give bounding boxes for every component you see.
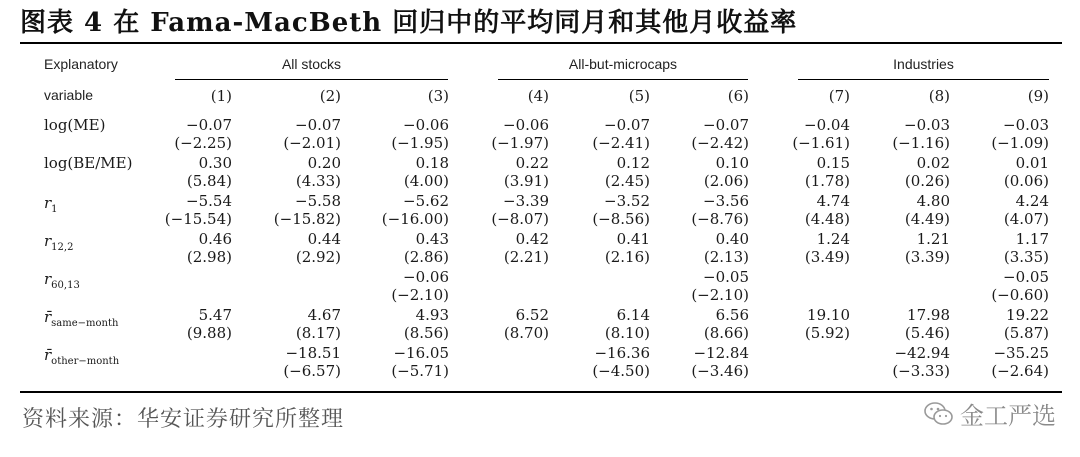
row-label [44, 232, 73, 253]
t-stat-cell: (9.88) [186, 324, 232, 342]
coefficient-cell: 0.41 [616, 230, 650, 248]
t-stat-cell: (2.86) [403, 248, 449, 266]
row-label-main: r [44, 194, 52, 212]
coefficient-cell: 6.56 [715, 306, 749, 324]
coefficient-cell: 4.67 [307, 306, 341, 324]
t-stat-cell: (−15.82) [273, 210, 341, 228]
coefficient-cell: 0.40 [715, 230, 749, 248]
t-stat-cell: (3.35) [1003, 248, 1049, 266]
coefficient-cell: −3.52 [604, 192, 650, 210]
brand-watermark [924, 396, 1056, 431]
t-stat-cell: (−1.95) [391, 134, 449, 152]
coefficient-cell: −16.05 [393, 344, 449, 362]
coefficient-cell: 0.10 [715, 154, 749, 172]
row-label-subscript: 1 [51, 204, 58, 215]
source-note: 资料来源：华安证券研究所整理 [22, 407, 345, 432]
figure-title: 图表 4 在 Fama-MacBeth 回归中的平均同月和其他月收益率 [20, 8, 798, 38]
t-stat-cell: (2.06) [703, 172, 749, 190]
coefficient-cell: −0.05 [703, 268, 749, 286]
coefficient-cell: −0.07 [186, 116, 232, 134]
t-stat-cell: (−2.42) [691, 134, 749, 152]
t-stat-cell: (−1.97) [491, 134, 549, 152]
t-stat-cell: (−8.76) [691, 210, 749, 228]
t-stat-cell: (5.87) [1003, 324, 1049, 342]
t-stat-cell: (8.66) [703, 324, 749, 342]
t-stat-cell: (−0.60) [991, 286, 1049, 304]
column-number: (7) [828, 87, 850, 105]
coefficient-cell: −0.03 [1003, 116, 1049, 134]
coefficient-cell: 0.22 [515, 154, 549, 172]
row-label-main: log(BE/ME) [44, 154, 133, 172]
coefficient-cell: −0.06 [403, 116, 449, 134]
column-number: (5) [628, 87, 650, 105]
t-stat-cell: (3.91) [503, 172, 549, 190]
coefficient-cell: −0.03 [904, 116, 950, 134]
t-stat-cell: (4.33) [295, 172, 341, 190]
t-stat-cell: (4.48) [804, 210, 850, 228]
t-stat-cell: (1.78) [804, 172, 850, 190]
row-label-subscript: 12,2 [51, 242, 74, 253]
t-stat-cell: (4.07) [1003, 210, 1049, 228]
row-label [44, 194, 58, 215]
coefficient-cell: −0.07 [703, 116, 749, 134]
coefficient-cell: −5.54 [186, 192, 232, 210]
column-number: (1) [210, 87, 232, 105]
coefficient-cell: −3.39 [503, 192, 549, 210]
group-underline [175, 79, 448, 80]
row-label [44, 116, 105, 134]
t-stat-cell: (5.92) [804, 324, 850, 342]
coefficient-cell: 0.43 [415, 230, 449, 248]
column-number: (4) [527, 87, 549, 105]
t-stat-cell: (−2.01) [283, 134, 341, 152]
row-label-subscript: other−month [51, 356, 120, 367]
coefficient-cell: −0.04 [804, 116, 850, 134]
header-variable: variable [44, 87, 94, 103]
coefficient-cell: 0.42 [515, 230, 549, 248]
coefficient-cell: −42.94 [894, 344, 950, 362]
group-label: All stocks [281, 56, 342, 72]
coefficient-cell: 19.10 [807, 306, 850, 324]
group-underline [798, 79, 1049, 80]
row-label-subscript: same−month [51, 318, 119, 329]
coefficient-cell: 1.24 [816, 230, 850, 248]
coefficient-cell: 6.52 [515, 306, 549, 324]
bottom-rule [20, 391, 1062, 393]
t-stat-cell: (4.00) [403, 172, 449, 190]
column-number: (2) [319, 87, 341, 105]
coefficient-cell: 5.47 [198, 306, 232, 324]
coefficient-cell: 0.02 [916, 154, 950, 172]
coefficient-cell: 0.18 [415, 154, 449, 172]
t-stat-cell: (−1.61) [792, 134, 850, 152]
coefficient-cell: 4.80 [916, 192, 950, 210]
coefficient-cell: −0.06 [403, 268, 449, 286]
coefficient-cell: 4.74 [816, 192, 850, 210]
coefficient-cell: −5.62 [403, 192, 449, 210]
coefficient-cell: −35.25 [993, 344, 1049, 362]
coefficient-cell: 6.14 [616, 306, 650, 324]
row-label-subscript: 60,13 [51, 280, 80, 291]
t-stat-cell: (−8.07) [491, 210, 549, 228]
column-number: (8) [928, 87, 950, 105]
coefficient-cell: −12.84 [693, 344, 749, 362]
coefficient-cell: −0.07 [295, 116, 341, 134]
column-number: (3) [427, 87, 449, 105]
t-stat-cell: (2.16) [604, 248, 650, 266]
t-stat-cell: (0.06) [1003, 172, 1049, 190]
t-stat-cell: (−2.10) [391, 286, 449, 304]
t-stat-cell: (−16.00) [381, 210, 449, 228]
coefficient-cell: −0.05 [1003, 268, 1049, 286]
column-number: (6) [727, 87, 749, 105]
t-stat-cell: (−3.33) [892, 362, 950, 380]
coefficient-cell: −3.56 [703, 192, 749, 210]
coefficient-cell: 0.15 [816, 154, 850, 172]
group-underline [498, 79, 748, 80]
row-label [44, 154, 132, 172]
row-label [44, 346, 119, 367]
coefficient-cell: 0.01 [1015, 154, 1049, 172]
coefficient-cell: 0.30 [198, 154, 232, 172]
coefficient-cell: 17.98 [907, 306, 950, 324]
top-rule [20, 42, 1062, 44]
t-stat-cell: (−8.56) [592, 210, 650, 228]
t-stat-cell: (8.10) [604, 324, 650, 342]
t-stat-cell: (3.49) [804, 248, 850, 266]
row-label-main: r [44, 270, 52, 288]
t-stat-cell: (−15.54) [164, 210, 232, 228]
coefficient-cell: 1.17 [1015, 230, 1049, 248]
group-label: Industries [893, 56, 954, 72]
coefficient-cell: −5.58 [295, 192, 341, 210]
t-stat-cell: (−4.50) [592, 362, 650, 380]
wechat-icon [924, 401, 954, 427]
t-stat-cell: (4.49) [904, 210, 950, 228]
row-label [44, 270, 80, 291]
row-label-main: log(ME) [44, 116, 106, 134]
t-stat-cell: (2.98) [186, 248, 232, 266]
t-stat-cell: (5.46) [904, 324, 950, 342]
coefficient-cell: 4.24 [1015, 192, 1049, 210]
t-stat-cell: (−2.25) [174, 134, 232, 152]
row-label-main: r̄ [44, 346, 52, 364]
t-stat-cell: (0.26) [904, 172, 950, 190]
t-stat-cell: (−3.46) [691, 362, 749, 380]
column-number: (9) [1027, 87, 1049, 105]
coefficient-cell: −18.51 [285, 344, 341, 362]
t-stat-cell: (−2.10) [691, 286, 749, 304]
t-stat-cell: (8.70) [503, 324, 549, 342]
row-label-main: r̄ [44, 308, 52, 326]
t-stat-cell: (−1.16) [892, 134, 950, 152]
t-stat-cell: (2.92) [295, 248, 341, 266]
t-stat-cell: (−2.64) [991, 362, 1049, 380]
t-stat-cell: (−6.57) [283, 362, 341, 380]
t-stat-cell: (8.56) [403, 324, 449, 342]
header-explanatory: Explanatory [44, 56, 118, 72]
coefficient-cell: −0.06 [503, 116, 549, 134]
t-stat-cell: (3.39) [904, 248, 950, 266]
row-label [44, 308, 118, 329]
brand-name: 金工严选 [960, 402, 1056, 430]
t-stat-cell: (2.45) [604, 172, 650, 190]
t-stat-cell: (−2.41) [592, 134, 650, 152]
row-label-main: r [44, 232, 52, 250]
coefficient-cell: 19.22 [1006, 306, 1049, 324]
coefficient-cell: 1.21 [916, 230, 950, 248]
coefficient-cell: 4.93 [415, 306, 449, 324]
t-stat-cell: (−1.09) [991, 134, 1049, 152]
coefficient-cell: 0.12 [616, 154, 650, 172]
coefficient-cell: 0.44 [307, 230, 341, 248]
t-stat-cell: (8.17) [295, 324, 341, 342]
t-stat-cell: (5.84) [186, 172, 232, 190]
t-stat-cell: (−5.71) [391, 362, 449, 380]
coefficient-cell: −16.36 [594, 344, 650, 362]
coefficient-cell: 0.46 [198, 230, 232, 248]
group-label: All-but-microcaps [568, 56, 678, 72]
coefficient-cell: −0.07 [604, 116, 650, 134]
t-stat-cell: (2.13) [703, 248, 749, 266]
coefficient-cell: 0.20 [307, 154, 341, 172]
t-stat-cell: (2.21) [503, 248, 549, 266]
